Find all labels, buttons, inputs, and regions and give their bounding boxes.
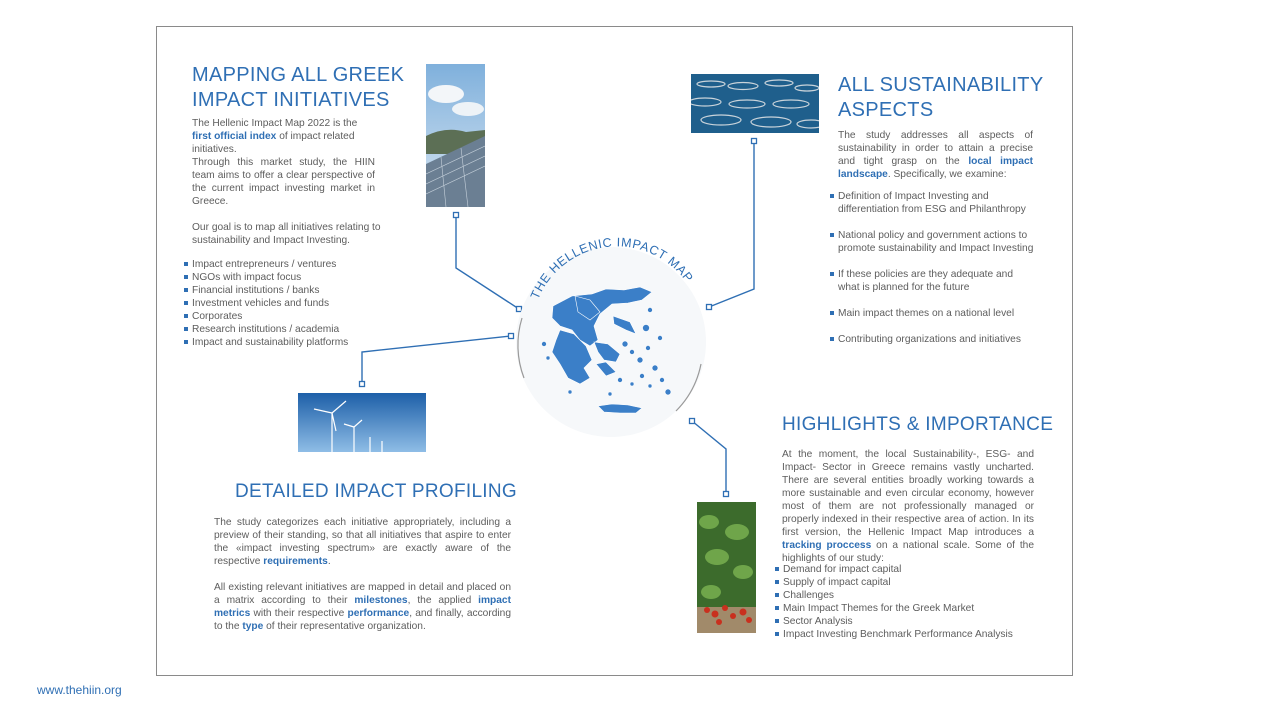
arc-title: THE HELLENIC IMPACT MAP xyxy=(527,235,696,302)
list-item: Definition of Impact Investing and differentiation from ESG and Philanthropy xyxy=(830,190,1035,216)
profiling-title: DETAILED IMPACT PROFILING xyxy=(235,481,517,502)
list-item: Financial institutions / banks xyxy=(184,284,384,297)
list-item: Demand for impact capital xyxy=(775,563,1035,576)
mapping-paragraph-2: Through this market study, the HIIN team aims to offer a clear perspective of the current impact investing market in Greece. xyxy=(192,157,375,207)
aspects-title: ALL SUSTAINABILITY ASPECTS xyxy=(838,74,1044,121)
list-item: Research institutions / academia xyxy=(184,323,384,336)
list-item: Main impact themes on a national level xyxy=(830,307,1035,320)
list-item: National policy and government actions to promote sustainability and Impact Investing xyxy=(830,229,1035,255)
mapping-title: MAPPING ALL GREEK IMPACT INITIATIVES xyxy=(192,64,405,111)
list-item: Contributing organizations and initiatives xyxy=(830,333,1035,346)
list-item: NGOs with impact focus xyxy=(184,271,384,284)
footer-website-link[interactable]: www.thehiin.org xyxy=(37,683,122,697)
list-item: If these policies are they adequate and what is planned for the future xyxy=(830,268,1035,294)
list-item: Investment vehicles and funds xyxy=(184,297,384,310)
list-item: Sector Analysis xyxy=(775,615,1035,628)
aspects-paragraph: The study addresses all aspects of sustainability in order to attain a precise and tight grasp on the local impact landscape. Specifically, we examine: xyxy=(838,130,1033,180)
list-item: Corporates xyxy=(184,310,384,323)
highlights-title: HIGHLIGHTS & IMPORTANCE xyxy=(782,414,1054,435)
profiling-paragraph-2: All existing relevant initiatives are mapped in detail and placed on a matrix according to their milestones, the applied impact metrics with their respective performance, and finally, according to the type of their representative organization. xyxy=(214,582,511,632)
mapping-paragraph-1: The Hellenic Impact Map 2022 is the first official index of impact related initiatives. xyxy=(192,118,358,155)
mapping-paragraph-3: Our goal is to map all initiatives relating to sustainability and Impact Investing. xyxy=(192,222,381,246)
sea-fish-farm-photo xyxy=(691,74,819,133)
list-item: Impact and sustainability platforms xyxy=(184,336,384,349)
list-item: Challenges xyxy=(775,589,1035,602)
wind-turbines-photo xyxy=(298,393,426,452)
aspects-list xyxy=(830,190,1035,359)
solar-panels-photo xyxy=(426,64,485,207)
list-item: Impact entrepreneurs / ventures xyxy=(184,258,384,271)
list-item: Main Impact Themes for the Greek Market xyxy=(775,602,1035,615)
highlights-list xyxy=(775,563,1035,641)
mapping-list xyxy=(184,258,384,349)
profiling-paragraph-1: The study categorizes each initiative appropriately, including a preview of their standing, so that all initiatives that aspire to enter the «impact investing spectrum» are exactly aware of the respective requirements. xyxy=(214,517,511,567)
highlights-paragraph: At the moment, the local Sustainability-, ESG- and Impact- Sector in Greece remains vastly uncharted. There are several entities broadly working towards a more sustainable and even circular economy, however most of them are not professionally managed or properly indexed in their respective area of action. In its first version, the Hellenic Impact Map introduces a tracking proccess on a national scale. Some of the highlights of our study: xyxy=(782,449,1035,564)
list-item: Impact Investing Benchmark Performance Analysis xyxy=(775,628,1035,641)
tomato-greenhouse-photo xyxy=(697,502,756,633)
list-item: Supply of impact capital xyxy=(775,576,1035,589)
